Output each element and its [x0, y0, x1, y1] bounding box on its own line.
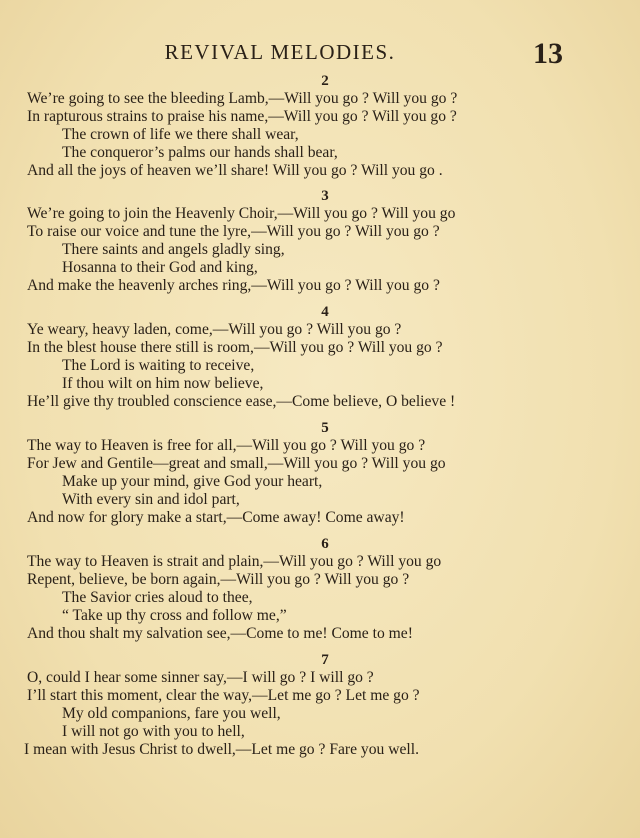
- verse-line: The crown of life we there shall wear,: [62, 125, 299, 143]
- verse-line: O, could I hear some sinner say,—I will go ? I will go ?: [27, 669, 374, 686]
- verse-2: [0, 72, 640, 179]
- verse-number: 4: [321, 304, 329, 320]
- verse-4: [0, 303, 640, 410]
- verse-line: Hosanna to their God and king,: [62, 258, 258, 276]
- verse-6: [0, 535, 640, 642]
- verse-line: And all the joys of heaven we’ll share! Will you go ? Will you go .: [27, 161, 443, 179]
- verse-line: He’ll give thy troubled conscience ease,—Come believe, O believe !: [27, 392, 456, 410]
- verse-line: Repent, believe, be born again,—Will you go ? Will you go ?: [27, 570, 410, 588]
- verse-number: 7: [321, 652, 329, 668]
- verse-line: Make up your mind, give God your heart,: [62, 472, 323, 490]
- running-head: REVIVAL MELODIES.: [164, 40, 396, 64]
- verse-line: And now for glory make a start,—Come away! Come away!: [27, 508, 405, 526]
- verse-line: The way to Heaven is strait and plain,—Will you go ? Will you go: [27, 553, 442, 570]
- verse-line: My old companions, fare you well,: [62, 704, 281, 722]
- verse-line: And thou shalt my salvation see,—Come to me! Come to me!: [27, 624, 413, 642]
- verse-number: 2: [321, 73, 329, 89]
- page-number: 13: [533, 37, 563, 70]
- verse-number: 3: [321, 188, 329, 204]
- verse-line: The Savior cries aloud to thee,: [62, 588, 253, 606]
- verse-line: The conqueror’s palms our hands shall bear,: [62, 143, 338, 161]
- verse-line: We’re going to join the Heavenly Choir,—Will you go ? Will you go: [27, 205, 456, 222]
- verse-line: And make the heavenly arches ring,—Will you go ? Will you go ?: [27, 276, 440, 294]
- verse-line: With every sin and idol part,: [62, 490, 240, 508]
- verse-line: If thou wilt on him now believe,: [62, 374, 264, 392]
- verse-line: I mean with Jesus Christ to dwell,—Let me go ? Fare you well.: [24, 740, 419, 758]
- verse-line: The Lord is waiting to receive,: [62, 356, 255, 374]
- verse-line: In the blest house there still is room,—Will you go ? Will you go ?: [27, 338, 443, 356]
- verse-5: [0, 419, 640, 526]
- verse-line: I’ll start this moment, clear the way,—Let me go ? Let me go ?: [27, 686, 420, 704]
- verse-line: We’re going to see the bleeding Lamb,—Will you go ? Will you go ?: [27, 90, 458, 107]
- verse-number: 6: [321, 536, 329, 552]
- verse-number: 5: [321, 420, 329, 436]
- verse-line: To raise our voice and tune the lyre,—Will you go ? Will you go ?: [27, 222, 440, 240]
- verse-line: “ Take up thy cross and follow me,”: [62, 606, 287, 624]
- verse-line: In rapturous strains to praise his name,—Will you go ? Will you go ?: [27, 107, 457, 125]
- verse-line: For Jew and Gentile—great and small,—Will you go ? Will you go: [27, 454, 446, 472]
- verse-line: Ye weary, heavy laden, come,—Will you go ? Will you go ?: [27, 321, 402, 338]
- verse-line: There saints and angels gladly sing,: [62, 240, 285, 258]
- verse-line: I will not go with you to hell,: [62, 722, 245, 740]
- verse-7: [0, 651, 640, 758]
- verse-line: The way to Heaven is free for all,—Will you go ? Will you go ?: [27, 437, 426, 454]
- verse-3: [0, 187, 640, 294]
